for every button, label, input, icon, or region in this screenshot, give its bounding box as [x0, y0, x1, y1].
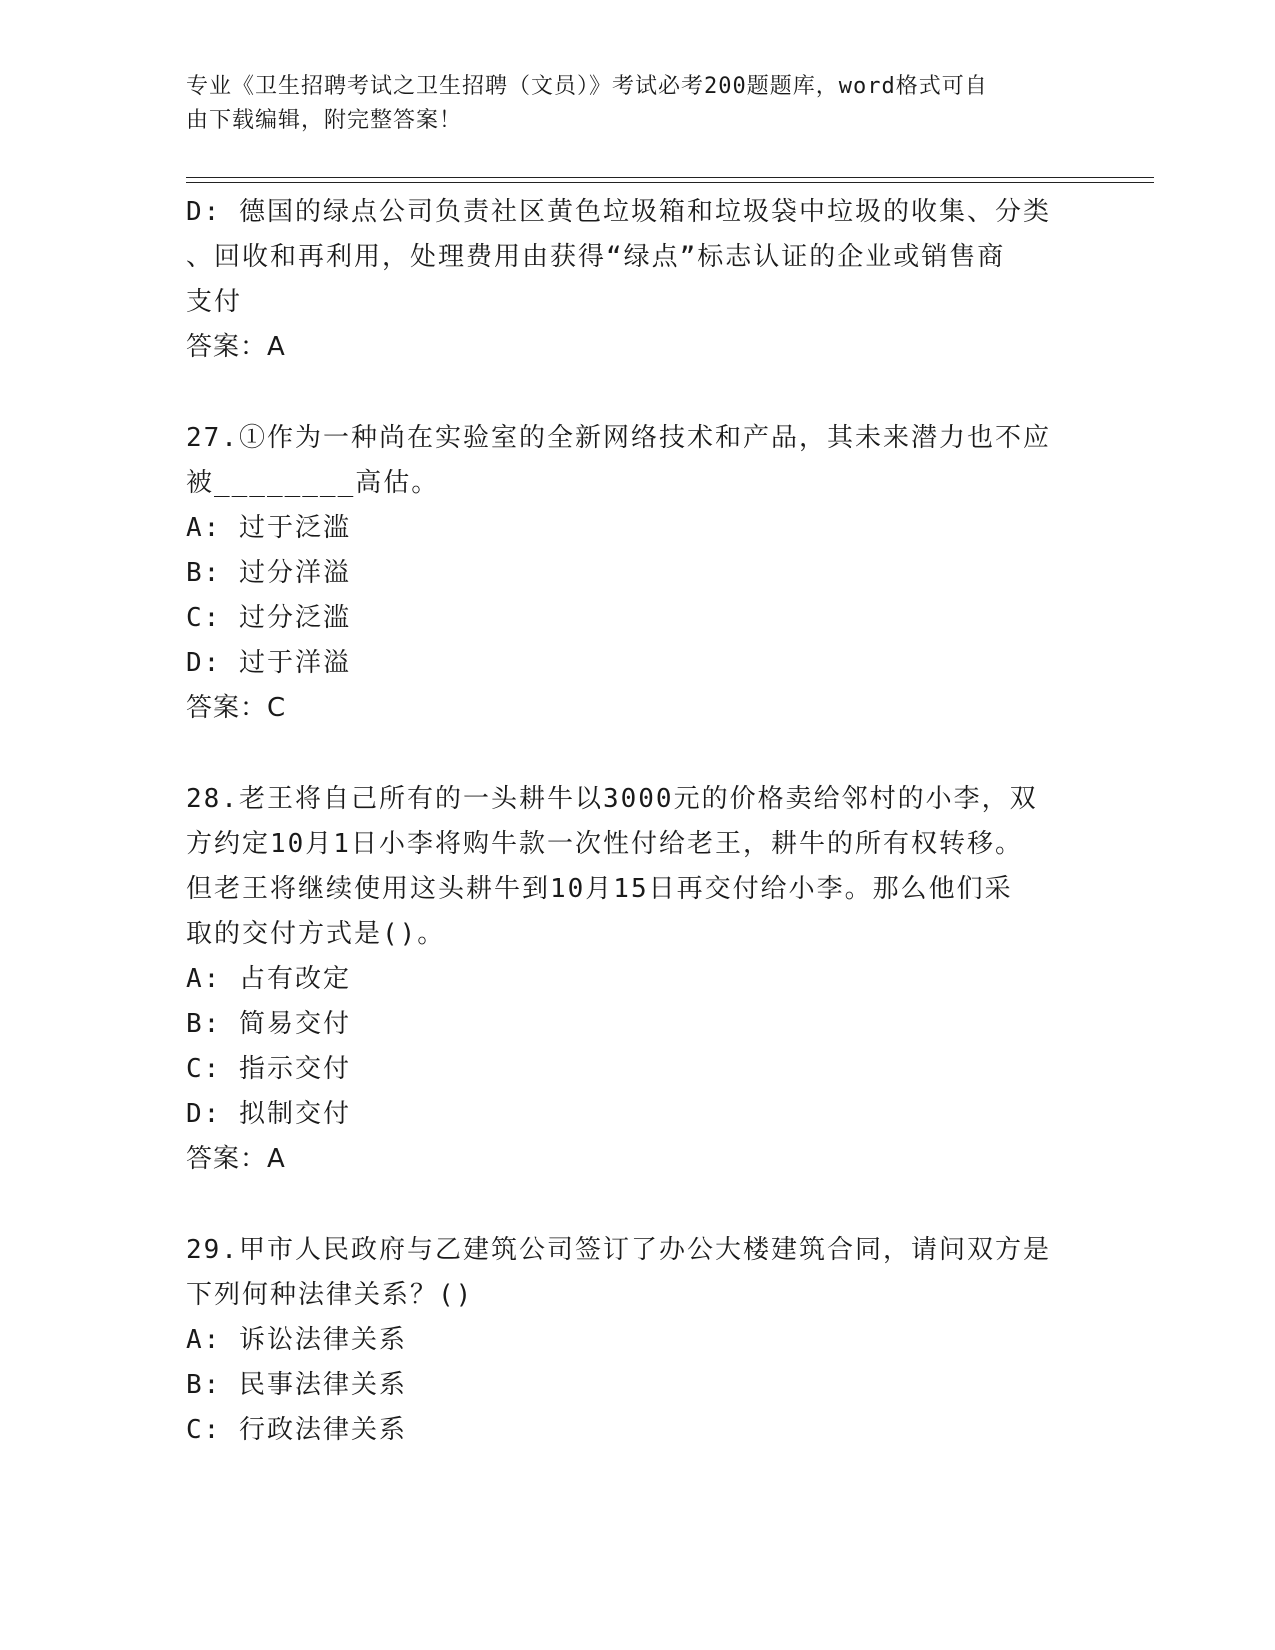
answer-line: 答案：A	[186, 332, 286, 362]
option-d-text: 支付	[186, 287, 243, 317]
option-c: C: 指示交付	[186, 1054, 351, 1084]
question-stem: 方约定10月1日小李将购牛款一次性付给老王，耕牛的所有权转移。	[186, 829, 1023, 859]
option-a: A: 诉讼法律关系	[186, 1325, 407, 1355]
header-divider	[186, 182, 1154, 183]
prev-question-block	[186, 190, 1086, 370]
question-stem: 被________高估。	[186, 468, 440, 498]
question-stem: 取的交付方式是()。	[186, 919, 446, 949]
answer-line: 答案：C	[186, 693, 287, 723]
document-header	[186, 70, 1066, 138]
header-line: 专业《卫生招聘考试之卫生招聘（文员）》考试必考200题题库，word格式可自	[186, 74, 988, 99]
option-d-text: 、回收和再利用，处理费用由获得“绿点”标志认证的企业或销售商	[186, 242, 1006, 272]
option-d: D: 过于洋溢	[186, 648, 351, 678]
option-b: B: 过分洋溢	[186, 558, 351, 588]
header-divider	[186, 177, 1154, 178]
question-27	[186, 416, 1086, 731]
question-stem: 下列何种法律关系？()	[186, 1280, 474, 1310]
question-28	[186, 777, 1086, 1182]
question-stem: 29.甲市人民政府与乙建筑公司签订了办公大楼建筑合同，请问双方是	[186, 1235, 1051, 1265]
option-d-text: D: 德国的绿点公司负责社区黄色垃圾箱和垃圾袋中垃圾的收集、分类	[186, 197, 1051, 227]
question-stem: 但老王将继续使用这头耕牛到10月15日再交付给小李。那么他们采	[186, 874, 1013, 904]
option-b: B: 民事法律关系	[186, 1370, 407, 1400]
question-stem: 28.老王将自己所有的一头耕牛以3000元的价格卖给邻村的小李，双	[186, 784, 1038, 814]
question-stem: 27.①作为一种尚在实验室的全新网络技术和产品，其未来潜力也不应	[186, 423, 1051, 453]
option-a: A: 占有改定	[186, 964, 351, 994]
question-content	[186, 190, 1086, 1453]
option-c: C: 过分泛滥	[186, 603, 351, 633]
option-b: B: 简易交付	[186, 1009, 351, 1039]
option-c: C: 行政法律关系	[186, 1415, 407, 1445]
question-29	[186, 1228, 1086, 1453]
option-d: D: 拟制交付	[186, 1099, 351, 1129]
answer-line: 答案：A	[186, 1144, 286, 1174]
header-line: 由下载编辑，附完整答案！	[186, 108, 463, 133]
option-a: A: 过于泛滥	[186, 513, 351, 543]
